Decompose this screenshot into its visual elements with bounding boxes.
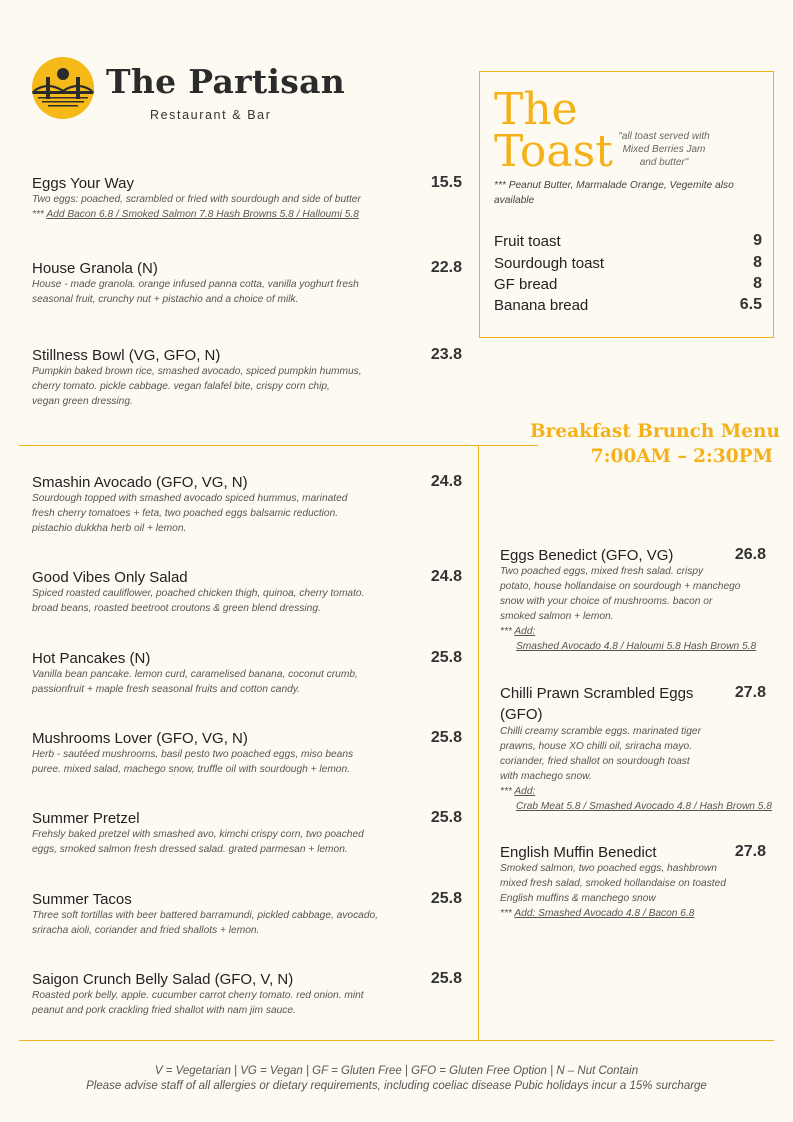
description-line: Herb - sautéed mushrooms, basil pesto two poached eggs, miso beans [32,749,354,760]
menu-item-name: Smashin Avocado (GFO, VG, N) [32,474,248,491]
menu-item-price: 27.8 [734,843,766,860]
description-line: Pumpkin baked brown rice, smashed avocado, spiced pumpkin hummus, [32,366,362,377]
description-line: broad beans, roasted beetroot croutons & green blend dressing. [32,603,321,614]
toast-item-price: 8 [753,275,762,292]
footer-divider [19,1040,774,1041]
description-line: Chilli creamy scramble eggs. marinated tiger [500,726,701,737]
add-ons-prefix: *** [500,908,515,919]
description-line: seasonal fruit, crunchy nut + pistachio and a choice of milk. [32,294,299,305]
menu-item-price: 27.8 [734,684,766,701]
menu-item-price: 25.8 [430,729,462,746]
description-line: eggs, smoked salmon fresh dressed salad. grated parmesan + lemon. [32,844,348,855]
add-ons-label: Add: [514,786,536,797]
description-line: sriracha aioli, coriander and fried shallots + lemon. [32,925,260,936]
brand-subtitle: Restaurant & Bar [150,108,272,122]
menu-item-description [32,586,432,616]
menu-item-description [32,908,432,938]
description-line: Roasted pork belly. apple. cucumber carrot cherry tomato. red onion. mint [32,990,364,1001]
add-ons-label: Add: [514,626,536,637]
add-ons-heading [500,624,785,639]
menu-item-description [500,564,785,654]
menu-item-name: House Granola (N) [32,260,158,277]
description-line: potato, house hollandaise on sourdough + manchego [500,581,741,592]
menu-item-name: Good Vibes Only Salad [32,569,188,586]
menu-item-description [32,827,432,857]
menu-item-name: Mushrooms Lover (GFO, VG, N) [32,730,248,747]
toast-item-price: 8 [753,254,762,271]
toast-item-name: GF bread [494,276,558,293]
logo-icon [32,57,94,119]
description-line: Smoked salmon, two poached eggs, hashbrown [500,863,717,874]
menu-item-name: English Muffin Benedict [500,844,657,861]
allergy-notice: Please advise staff of all allergies or dietary requirements, including coeliac disease Pubic holidays incur a 15% surcharge [86,1080,707,1092]
add-ons-prefix: *** [32,209,47,220]
divider-line [19,445,538,446]
description-line: Two eggs: poached, scrambled or fried with sourdough and side of butter [32,194,361,205]
add-ons-line [500,799,785,814]
description-line: Sourdough topped with smashed avocado spiced hummus, marinated [32,493,348,504]
description-line: passionfruit + maple fresh seasonal fruits and cotton candy. [32,684,300,695]
toast-item-name: Fruit toast [494,233,561,250]
description-line: smoked salmon + lemon. [500,611,614,622]
brunch-title: Breakfast Brunch Menu [530,421,780,442]
description-line: with machego snow. [500,771,592,782]
menu-item-name: Saigon Crunch Belly Salad (GFO, V, N) [32,971,294,988]
menu-item-description [32,667,432,697]
add-ons-prefix: *** [500,626,515,637]
menu-item-description [32,364,432,409]
menu-item-name: Stillness Bowl (VG, GFO, N) [32,347,221,364]
add-ons-text: Add Bacon 6.8 / Smoked Salmon 7.8 Hash Browns 5.8 / Halloumi 5.8 [46,209,359,220]
menu-item-name: Eggs Your Way [32,175,135,192]
menu-item-price: 23.8 [430,346,462,363]
toast-extra: *** Peanut Butter, Marmalade Orange, Vegemite also available [494,180,734,206]
menu-item-name-continued: (GFO) [500,706,543,723]
toast-title-line2: Toast [494,126,613,177]
description-line: peanut and pork crackling fried shallot with nam jim sauce. [32,1005,296,1016]
add-ons-line [500,639,785,654]
add-ons-line [32,207,432,222]
menu-item-price: 25.8 [430,970,462,987]
toast-item-price: 9 [753,232,762,249]
menu-item-name: Summer Tacos [32,891,132,908]
brunch-hours: 7:00AM – 2:30PM [590,446,773,467]
menu-item-description [32,988,432,1018]
description-line: Three soft tortillas with beer battered barramundi, pickled cabbage, avocado, [32,910,379,921]
add-ons-text: Crab Meat 5.8 / Smashed Avocado 4.8 / Hash Brown 5.8 [516,801,772,812]
dietary-legend: V = Vegetarian | VG = Vegan | GF = Gluten Free | GFO = Gluten Free Option | N – Nut Contain [154,1065,639,1077]
menu-item-name: Hot Pancakes (N) [32,650,151,667]
description-line: mixed fresh salad, smoked hollandaise on toasted [500,878,726,889]
toast-item-price: 6.5 [739,296,762,313]
add-ons-prefix: *** [500,786,515,797]
description-line: Spiced roasted cauliflower, poached chicken thigh, quinoa, cherry tomato. [32,588,365,599]
menu-item-price: 25.8 [430,649,462,666]
menu-item-price: 26.8 [734,546,766,563]
description-line: cherry tomato. pickle cabbage. vegan falafel bite, crispy corn chip, [32,381,330,392]
menu-item-name: Chilli Prawn Scrambled Eggs [500,685,694,702]
menu-item-description [32,277,432,307]
menu-item-name: Summer Pretzel [32,810,140,827]
toast-item-name: Banana bread [494,297,589,314]
toast-title-line1: The [494,84,578,135]
description-line: Two poached eggs, mixed fresh salad. crispy [500,566,704,577]
menu-item-price: 25.8 [430,809,462,826]
description-line: fresh cherry tomatoes + feta, two poached eggs balsamic reduction. [32,508,339,519]
menu-item-name: Eggs Benedict (GFO, VG) [500,547,674,564]
column-divider [478,445,479,1041]
description-line: pistachio dukkha herb oil + lemon. [32,523,187,534]
menu-item-price: 25.8 [430,890,462,907]
menu-item-price: 22.8 [430,259,462,276]
description-line: vegan green dressing. [32,396,133,407]
add-ons-text: Smashed Avocado 4.8 / Haloumi 5.8 Hash Brown 5.8 [516,641,757,652]
menu-item-description [32,192,432,222]
menu-item-description [500,724,785,814]
description-line: Vanilla bean pancake. lemon curd, caramelised banana, coconut crumb, [32,669,358,680]
description-line: snow with your choice of mushrooms. bacon or [500,596,713,607]
description-line: coriander, fried shallot on sourdough toast [500,756,690,767]
menu-item-price: 24.8 [430,568,462,585]
toast-item-name: Sourdough toast [494,255,605,272]
menu-item-price: 15.5 [430,174,462,191]
menu-item-description [32,747,432,777]
menu-item-description [32,491,432,536]
toast-note: "all toast served with Mixed Berries Jam and butter" [618,131,710,168]
description-line: Frehsly baked pretzel with smashed avo, kimchi crispy corn, two poached [32,829,364,840]
menu-item-price: 24.8 [430,473,462,490]
description-line: English muffins & manchego snow [500,893,656,904]
description-line: puree. mixed salad, machego snow, truffle oil with sourdough + lemon. [32,764,350,775]
menu-item-description [500,861,785,921]
description-line: House - made granola. orange infused panna cotta, vanilla yoghurt fresh [32,279,359,290]
add-ons-text: Add: Smashed Avocado 4.8 / Bacon 6.8 [514,908,695,919]
add-ons-heading [500,784,785,799]
add-ons-line [500,906,785,921]
description-line: prawns, house XO chilli oil, sriracha mayo. [500,741,692,752]
brand-name: The Partisan [106,62,346,101]
